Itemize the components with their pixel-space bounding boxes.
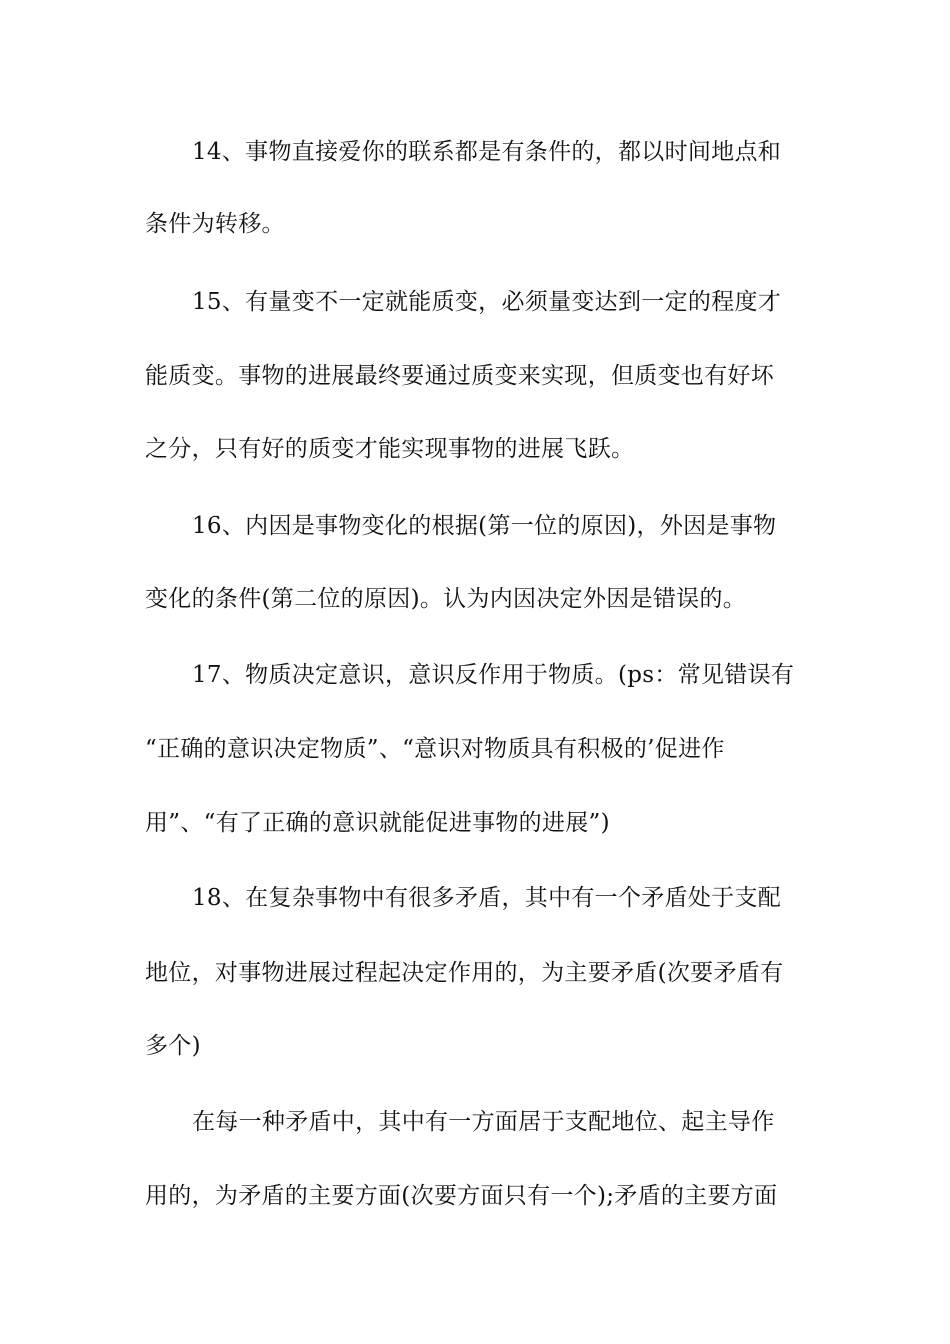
paragraph-19-line-2: 用的，为矛盾的主要方面(次要方面只有一个);矛盾的主要方面 [145, 1183, 778, 1209]
paragraph-18-line-2: 地位，对事物进展过程起决定作用的，为主要矛盾(次要矛盾有 [145, 960, 784, 986]
paragraph-15-line-2: 能质变。事物的进展最终要通过质变来实现，但质变也有好坏 [145, 363, 775, 389]
paragraph-17-line-3: 用”、“有了正确的意识就能促进事物的进展”) [145, 810, 610, 836]
paragraph-17-line-1: 17、物质决定意识，意识反作用于物质。(ps：常见错误有 [192, 662, 795, 688]
paragraph-19-line-1: 在每一种矛盾中，其中有一方面居于支配地位、起主导作 [192, 1109, 775, 1135]
paragraph-15-line-3: 之分，只有好的质变才能实现事物的进展飞跃。 [145, 436, 635, 462]
paragraph-14-line-2: 条件为转移。 [145, 211, 285, 237]
paragraph-17-line-2: “正确的意识决定物质”、“意识对物质具有积极的’促进作 [145, 736, 725, 762]
paragraph-16-line-1: 16、内因是事物变化的根据(第一位的原因)，外因是事物 [192, 513, 777, 539]
paragraph-18-line-3: 多个) [145, 1033, 201, 1059]
paragraph-16-line-2: 变化的条件(第二位的原因)。认为内因决定外因是错误的。 [145, 586, 747, 612]
paragraph-15-line-1: 15、有量变不一定就能质变，必须量变达到一定的程度才 [192, 289, 782, 315]
paragraph-18-line-1: 18、在复杂事物中有很多矛盾，其中有一个矛盾处于支配 [192, 885, 782, 911]
paragraph-14-line-1: 14、事物直接爱你的联系都是有条件的，都以时间地点和 [192, 139, 782, 165]
